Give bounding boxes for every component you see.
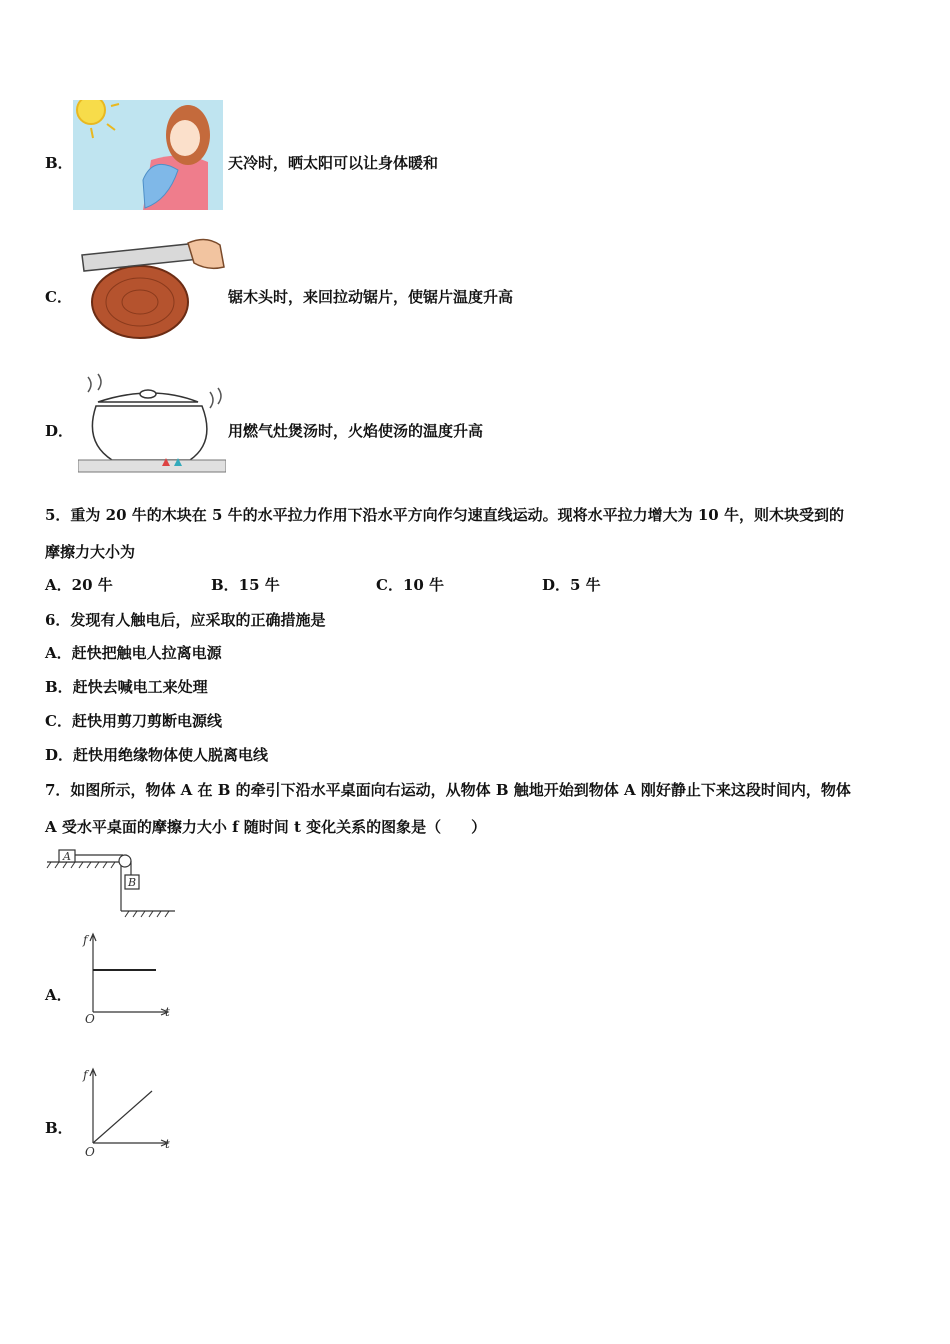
graph-b-increasing-friction: [78, 1065, 178, 1160]
option-c-letter: C．: [45, 288, 72, 306]
q6-option-a: A．赶快把触电人拉离电源: [45, 644, 222, 662]
q7-option-b-letter: B．: [45, 1119, 73, 1137]
q7-stem-line1: 7．如图所示，物体 A 在 B 的牵引下沿水平桌面向右运动，从物体 B 触地开始到物体 A 刚好静止下来这段时间内，物体: [45, 781, 851, 799]
block-a-label: A: [63, 850, 71, 863]
graph-b-y-label: f: [83, 1068, 88, 1082]
graph-a-y-label: f: [83, 933, 88, 947]
q5-option-a: A．20 牛: [45, 576, 113, 594]
q5-option-c: C．10 牛: [376, 576, 445, 594]
option-d-letter: D．: [45, 422, 74, 440]
pulley-setup-figure: [45, 845, 180, 920]
q6-option-c: C．赶快用剪刀剪断电源线: [45, 712, 222, 730]
option-d-text: 用燃气灶煲汤时，火焰使汤的温度升高: [228, 422, 484, 440]
graph-b-x-label: t: [165, 1137, 170, 1151]
q6-stem: 6．发现有人触电后，应采取的正确措施是: [45, 611, 326, 629]
graph-a-constant-friction: [78, 930, 178, 1025]
q6-option-d: D．赶快用绝缘物体使人脱离电线: [45, 746, 269, 764]
q5-option-b: B．15 牛: [211, 576, 280, 594]
graph-a-x-label: t: [165, 1005, 170, 1019]
option-b-text: 天冷时，晒太阳可以让身体暖和: [228, 154, 439, 172]
option-c-text: 锯木头时，来回拉动锯片，使锯片温度升高: [228, 288, 514, 306]
graph-b-origin-label: O: [85, 1145, 95, 1159]
pot-on-stove-illustration: [78, 372, 226, 477]
option-b-letter: B．: [45, 154, 73, 172]
q7-stem-line2: A 受水平桌面的摩擦力大小 f 随时间 t 变化关系的图象是（ ）: [45, 818, 487, 836]
girl-sunbathing-illustration: [73, 100, 223, 210]
q5-option-d: D．5 牛: [542, 576, 601, 594]
block-b-label: B: [127, 876, 137, 889]
graph-a-origin-label: O: [85, 1012, 95, 1025]
q7-option-a-letter: A．: [45, 986, 72, 1004]
q6-option-b: B．赶快去喊电工来处理: [45, 678, 208, 696]
q5-stem-line1: 5．重为 20 牛的木块在 5 牛的水平拉力作用下沿水平方向作匀速直线运动。现将水平拉力增大为 10 牛，则木块受到的: [45, 506, 844, 524]
q5-stem-line2: 摩擦力大小为: [45, 543, 136, 561]
sawing-wood-illustration: [78, 237, 228, 342]
